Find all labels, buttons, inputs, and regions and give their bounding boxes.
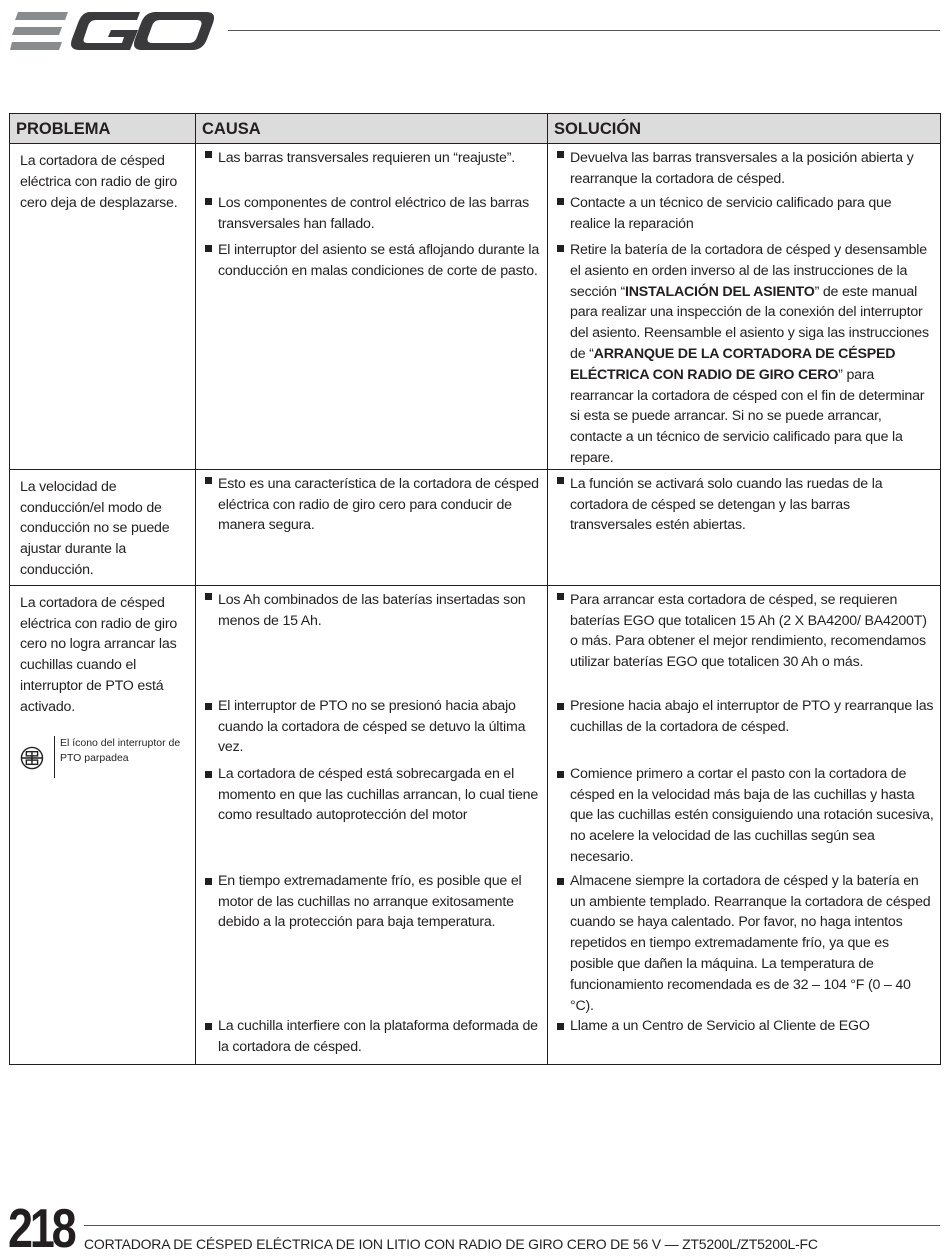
table-row [10,469,941,585]
problem-cell [10,585,196,1065]
bullet-icon [557,198,564,205]
bullet-icon [205,151,212,158]
solution-text: Llame a un Centro de Servicio al Cliente de EGO [570,1018,870,1035]
cause-text: El interruptor de PTO no se presionó hacia abajo cuando la cortadora de césped se detuvo la última vez. [218,697,526,756]
bullet-icon [557,771,564,778]
solution-cell [548,764,941,871]
solution-cell [548,585,941,696]
solution-text: Devuelva las barras transversales a la posición abierta y rearranque la cortadora de césped. [570,150,914,187]
cause-cell [196,144,548,192]
table-row [10,144,941,192]
footer-rule [84,1225,940,1226]
bullet-icon [557,878,564,885]
solution-text: Presione hacia abajo el interruptor de PTO y rearranque las cuchillas de la cortadora de césped. [570,697,934,735]
bullet-icon [205,1023,212,1030]
ego-logo [10,6,215,56]
cause-cell [196,696,548,764]
pto-switch-icon [20,741,44,775]
header-rule [228,30,940,31]
pto-icon-legend [20,736,195,778]
header-causa: CAUSA [196,114,548,144]
solution-text: Para arrancar esta cortadora de césped, se requieren baterías EGO que totalicen 15 Ah (2 X BA4200/ BA4200T) o más. Para obtener el mejor rendimiento, recomendamos utilizar baterías EGO que totalicen 30 Ah o más. [570,591,927,671]
pto-icon-caption: El ícono del interruptor de PTO parpadea [54,736,195,778]
solution-text: La función se activará solo cuando las ruedas de la cortadora de césped se detengan y las barras transversales estén abiertas. [570,475,883,534]
cause-text: La cortadora de césped está sobrecargada en el momento en que las cuchillas arrancan, lo cual tiene como resultado autoprotección del motor [218,765,539,824]
cause-text: En tiempo extremadamente frío, es posible que el motor de las cuchillas no arranque exitosamente debido a la protección para baja temperatura. [218,872,522,931]
cause-cell [196,1016,548,1065]
problem-cell [10,469,196,585]
cause-cell [196,764,548,871]
page-number: 218 [8,1197,74,1259]
header-problema: PROBLEMA [10,114,196,144]
solution-cell [548,191,941,238]
cause-text: Esto es una característica de la cortadora de césped eléctrica con radio de giro cero para conducir de manera segura. [218,475,539,534]
bullet-icon [205,703,212,710]
cause-cell [196,238,548,469]
cause-cell [196,871,548,1017]
solution-text: Contacte a un técnico de servicio calificado para que realice la reparación [570,195,892,232]
bullet-icon [205,198,212,205]
cause-cell [196,585,548,696]
cause-text: La cuchilla interfiere con la plataforma deformada de la cortadora de césped. [218,1018,538,1056]
solution-cell [548,469,941,585]
problem-text: La cortadora de césped eléctrica con radio de giro cero no logra arrancar las cuchillas cuando el interruptor de PTO está activado. [20,594,178,715]
table-header-row [10,114,941,144]
bullet-icon [557,1023,564,1030]
cause-cell [196,469,548,585]
problem-text: La velocidad de conducción/el modo de conducción no se puede ajustar durante la conducción. [20,478,170,578]
footer-title: CORTADORA DE CÉSPED ELÉCTRICA DE ION LITIO CON RADIO DE GIRO CERO DE 56 V — ZT5200L/ZT5200L-FC [84,1236,818,1252]
bullet-icon [205,477,212,484]
problem-cell [10,144,196,470]
bullet-icon [205,878,212,885]
solution-cell [548,238,941,469]
bullet-icon [205,771,212,778]
solution-cell [548,871,941,1017]
troubleshooting-table [9,113,941,1065]
cause-text: Las barras transversales requieren un “reajuste”. [218,150,515,166]
solution-cell [548,696,941,764]
solution-cell [548,1016,941,1065]
bullet-icon [557,477,564,484]
cause-text: Los componentes de control eléctrico de las barras transversales han fallado. [218,195,529,232]
problem-text: La cortadora de césped eléctrica con radio de giro cero deja de desplazarse. [20,153,178,211]
bullet-icon [557,245,564,252]
cause-cell [196,191,548,238]
solution-text: Almacene siempre la cortadora de césped y la batería en un ambiente templado. Rearranque la cortadora de césped cuando se haya calentado. Por favor, no haga intentos repetidos en tiempo extremadamente frío, ya que es posible que dañen la máquina. La temperatura de funcionamiento recomendada es de 32 – 104 °F (0 – 40 °C). [570,872,931,1014]
header-solucion: SOLUCIÓN [548,114,941,144]
cause-text: Los Ah combinados de las baterías insertadas son menos de 15 Ah. [218,591,526,629]
bullet-icon [557,593,564,600]
solution-text: Comience primero a cortar el pasto con la cortadora de césped en la velocidad más baja de las cuchillas y hasta que las cuchillas estén consiguiendo una rotación sucesiva, no acelere la velocidad de las cuchillas según sea necesario. [570,765,934,865]
bullet-icon [205,245,212,252]
table-row [10,585,941,696]
solution-text: Retire la batería de la cortadora de césped y desensamble el asiento en orden inverso al de las instrucciones de la sección “INSTALACIÓN DEL ASIENTO” de este manual para realizar una inspección de la conexión del interruptor del asiento. Reensamble el asiento y siga las instrucciones de “ARRANQUE DE LA CORTADORA DE CÉSPED ELÉCTRICA CON RADIO DE GIRO CERO” para rearrancar la cortadora de césped con el fin de determinar si esta se puede arrancar. Si no se puede arrancar, contacte a un técnico de servicio calificado para que la repare. [570,242,929,466]
solution-cell [548,144,941,192]
bullet-icon [557,703,564,710]
cause-text: El interruptor del asiento se está aflojando durante la conducción en malas condiciones de corte de pasto. [218,242,540,279]
bullet-icon [557,151,564,158]
bullet-icon [205,593,212,600]
